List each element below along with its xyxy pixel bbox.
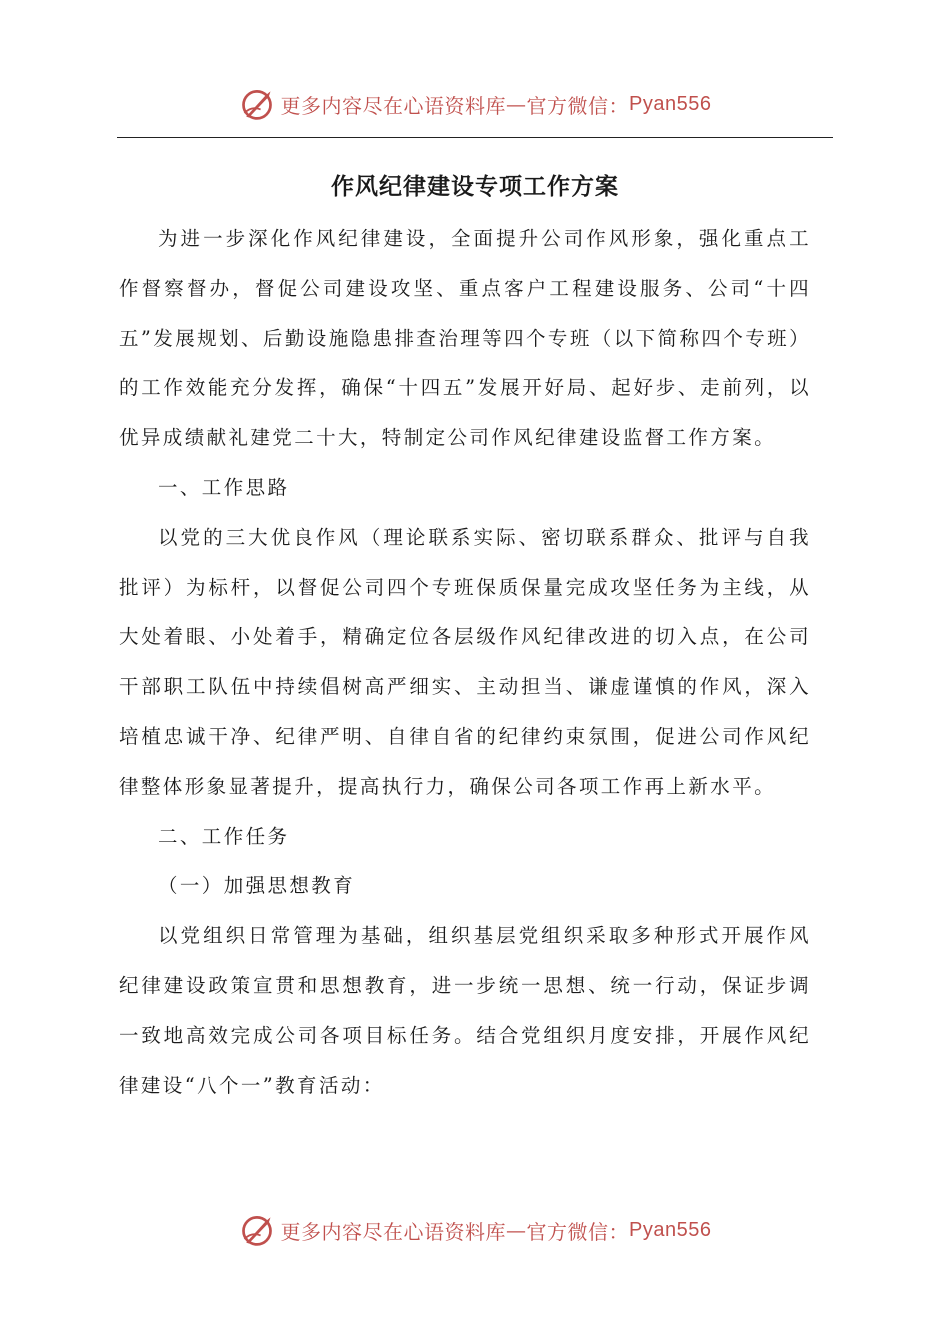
- section-heading-2: 二、工作任务: [158, 824, 290, 848]
- section-heading-1: 一、工作思路: [158, 475, 290, 499]
- banner-main-text: 更多内容尽在心语资料库: [280, 93, 507, 118]
- footer-banner: [0, 1210, 950, 1250]
- education-paragraph: 以党组织日常管理为基础，组织基层党组织采取多种形式开展作风纪律建设政策宣贯和思想教育，进一步统一思想、统一行动，保证步调一致地高效完成公司各项目标任务。结合党组织月度安排，开展作风纪律建设“八个一”教育活动：: [119, 924, 811, 1097]
- header-banner: [0, 84, 950, 124]
- pen-logo-icon: [239, 1212, 275, 1248]
- pen-logo-icon: [239, 86, 275, 122]
- approach-paragraph: 以党的三大优良作风（理论联系实际、密切联系群众、批评与自我批评）为标杆，以督促公司四个专班保质保量完成攻坚任务为主线，从大处着眼、小处着手，精确定位各层级作风纪律改进的切入点，在公司干部职工队伍中持续倡树高严细实、主动担当、谦虚谨慎的作风，深入培植忠诚干净、纪律严明、自律自省的纪律约束氛围，促进公司作风纪律整体形象显著提升，提高执行力，确保公司各项工作再上新水平。: [119, 525, 811, 798]
- intro-paragraph: 为进一步深化作风纪律建设，全面提升公司作风形象，强化重点工作督察督办，督促公司建设攻坚、重点客户工程建设服务、公司“十四五”发展规划、后勤设施隐患排查治理等四个专班（以下简称四个专班）的工作效能充分发挥，确保“十四五”发展开好局、起好步、走前列，以优异成绩献礼建党二十大，特制定公司作风纪律建设监督工作方案。: [119, 227, 811, 450]
- footer-dash: —: [506, 1218, 527, 1242]
- banner-wechat-id: Pyan556: [629, 92, 712, 115]
- footer-wechat-label: 官方微信：: [526, 1219, 630, 1244]
- footer-wechat-id: Pyan556: [629, 1218, 712, 1241]
- banner-wechat-label: 官方微信：: [526, 93, 630, 118]
- footer-main-text: 更多内容尽在心语资料库: [280, 1219, 507, 1244]
- banner-dash: —: [506, 92, 527, 116]
- document-body: [119, 214, 811, 1110]
- document-title: 作风纪律建设专项工作方案: [331, 174, 619, 200]
- subsection-heading-1: （一）加强思想教育: [158, 874, 356, 898]
- header-rule: [117, 137, 833, 138]
